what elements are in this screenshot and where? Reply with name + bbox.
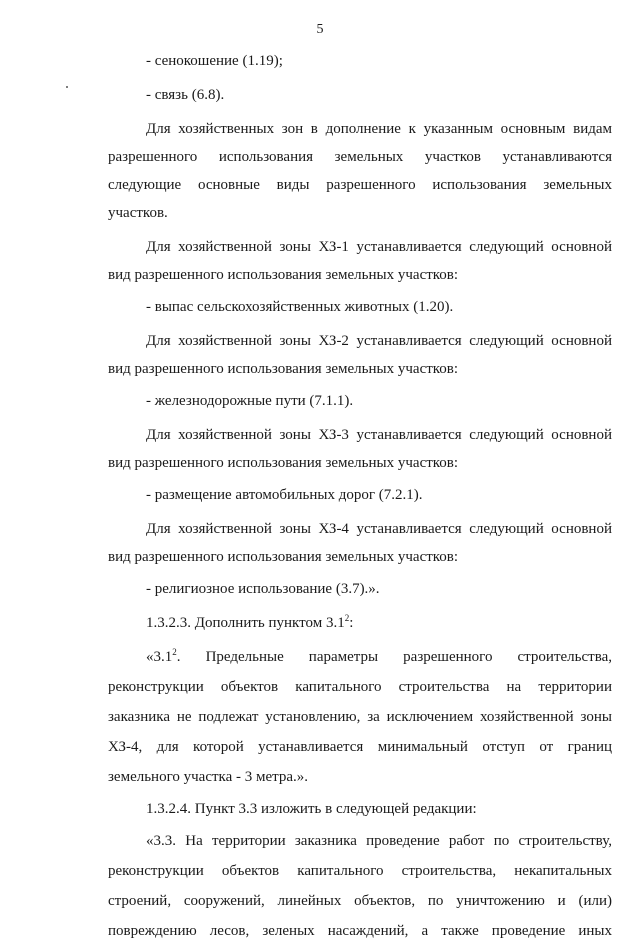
text-line: 1.3.2.4. Пункт 3.3 изложить в следующей редакции: [146,801,477,817]
text-line: - размещение автомобильных дорог (7.2.1). [146,487,423,503]
text-line [108,646,612,668]
text-line: разрешенного использования земельных участков устанавливаются [108,149,612,165]
text-fragment: : [349,615,354,631]
text-line: земельного участка - 3 метра.». [108,769,309,785]
superscript: 2 [344,613,350,623]
text-line: вид разрешенного использования земельных участков: [108,267,459,283]
text-line: Для хозяйственной зоны ХЗ-1 устанавливается следующий основной [146,239,612,255]
text-line: вид разрешенного использования земельных участков: [108,361,459,377]
page-number: 5 [316,22,324,37]
text-line: - религиозное использование (3.7).». [146,581,380,597]
text-line: вид разрешенного использования земельных участков: [108,549,459,565]
text-line: заказника не подлежат установлению, за исключением хозяйственной зоны [108,709,612,725]
text-line: «3.3. На территории заказника проведение работ по строительству, [146,833,612,849]
text-line: Для хозяйственной зоны ХЗ-2 устанавливается следующий основной [146,333,612,349]
text-line: участков. [108,205,168,221]
text-line: Для хозяйственных зон в дополнение к указанным основным видам [146,121,612,137]
text-line: - сенокошение (1.19); [146,53,283,69]
text-line: Для хозяйственной зоны ХЗ-3 устанавливается следующий основной [146,427,612,443]
text-line: реконструкции объектов капитального строительства на территории [108,679,612,695]
text-line: - связь (6.8). [146,87,225,103]
text-line: - железнодорожные пути (7.1.1). [146,393,354,409]
text-line: - выпас сельскохозяйственных животных (1.20). [146,299,454,315]
text-line: вид разрешенного использования земельных участков: [108,455,459,471]
text-line: следующие основные виды разрешенного использования земельных [108,177,612,193]
text-line [108,612,612,634]
text-fragment: . Предельные параметры разрешенного строительства, [176,649,612,665]
text-fragment: «3.1 [146,649,173,665]
text-line: Для хозяйственной зоны ХЗ-4 устанавливается следующий основной [146,521,612,537]
text-fragment: 1.3.2.3. Дополнить пунктом 3.1 [146,615,345,631]
scan-speck [66,86,68,88]
superscript: 2 [172,647,177,657]
text-line: ХЗ-4, для которой устанавливается минимальный отступ от границ [108,739,612,755]
text-line: строений, сооружений, линейных объектов, по уничтожению и (или) [108,893,612,909]
text-line: реконструкции объектов капитального строительства, некапитальных [108,863,612,879]
text-line: повреждению лесов, зеленых насаждений, а также проведение иных [108,923,612,939]
